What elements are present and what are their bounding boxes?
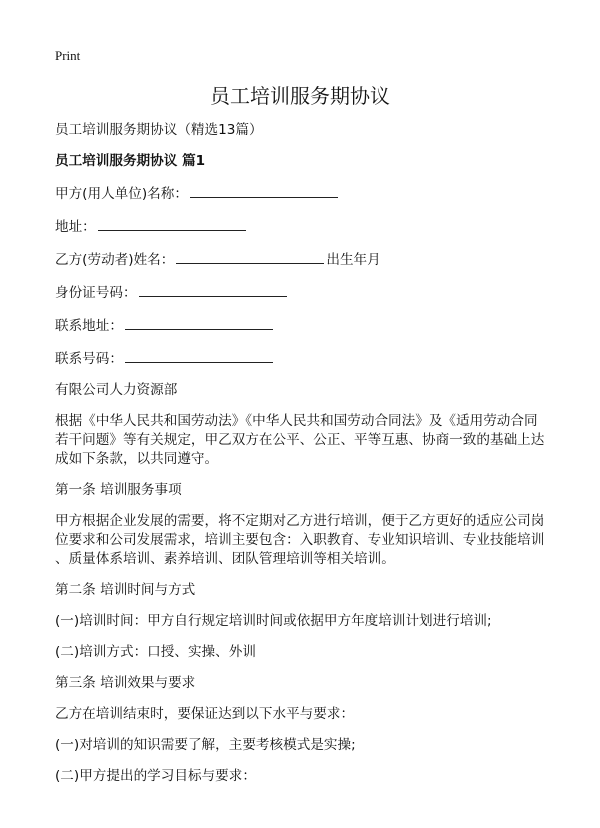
article3-item: (一)对培训的知识需要了解，主要考核模式是实操;	[55, 737, 356, 753]
contact-address-label: 联系地址：	[55, 318, 123, 334]
print-link[interactable]: Print	[55, 48, 81, 63]
address-blank	[98, 216, 246, 231]
id-number-blank	[139, 282, 287, 297]
address-label: 地址：	[55, 219, 96, 235]
address-row	[55, 216, 555, 237]
article1-line: 、质量体系培训、素养培训、团队管理培训等相关培训。	[55, 551, 395, 567]
contact-number-blank	[125, 348, 273, 363]
article2-title: 第二条 培训时间与方式	[55, 582, 196, 598]
party-b-name-blank	[176, 249, 324, 264]
article3-intro: 乙方在培训结束时，要保证达到以下水平与要求：	[55, 706, 355, 722]
contact-address-blank	[125, 315, 273, 330]
party-b-name-label: 乙方(劳动者)姓名：	[55, 252, 175, 268]
article3-title: 第三条 培训效果与要求	[55, 675, 196, 691]
intro-line: 成如下条款，以共同遵守。	[55, 451, 219, 467]
article2-item: (一)培训时间：甲方自行规定培训时间或依据甲方年度培训计划进行培训;	[55, 613, 492, 629]
contact-address-row	[55, 315, 555, 336]
contact-number-label: 联系号码：	[55, 351, 123, 367]
subtitle: 员工培训服务期协议（精选13篇）	[55, 122, 263, 138]
id-number-row	[55, 282, 555, 303]
id-number-label: 身份证号码：	[55, 285, 137, 301]
party-a-name-row	[55, 183, 555, 204]
article1-line: 甲方根据企业发展的需要，将不定期对乙方进行培训，便于乙方更好的适应公司岗	[55, 513, 545, 529]
party-a-name-label: 甲方(用人单位)名称：	[55, 186, 188, 202]
birth-label: 出生年月	[326, 252, 381, 268]
document-body	[55, 121, 555, 798]
article1-title: 第一条 培训服务事项	[55, 482, 182, 498]
party-a-name-blank	[190, 183, 338, 198]
article1-paragraph	[55, 512, 555, 569]
party-b-name-row	[55, 249, 555, 270]
intro-line: 若干问题》等有关规定，甲乙双方在公平、公正、平等互惠、协商一致的基础上达	[55, 432, 545, 448]
intro-line: 根据《中华人民共和国劳动法》《中华人民共和国劳动合同法》及《适用劳动合同	[55, 413, 538, 429]
article1-line: 位要求和公司发展需求，培训主要包含：入职教育、专业知识培训、专业技能培训	[55, 532, 545, 548]
article3-item: (二)甲方提出的学习目标与要求：	[55, 768, 256, 784]
intro-paragraph	[55, 412, 555, 469]
section-heading: 员工培训服务期协议 篇1	[55, 153, 206, 169]
document-title: 员工培训服务期协议	[210, 84, 390, 108]
department: 有限公司人力资源部	[55, 382, 178, 398]
contact-number-row	[55, 348, 555, 369]
article2-item: (二)培训方式：口授、实操、外训	[55, 644, 256, 660]
